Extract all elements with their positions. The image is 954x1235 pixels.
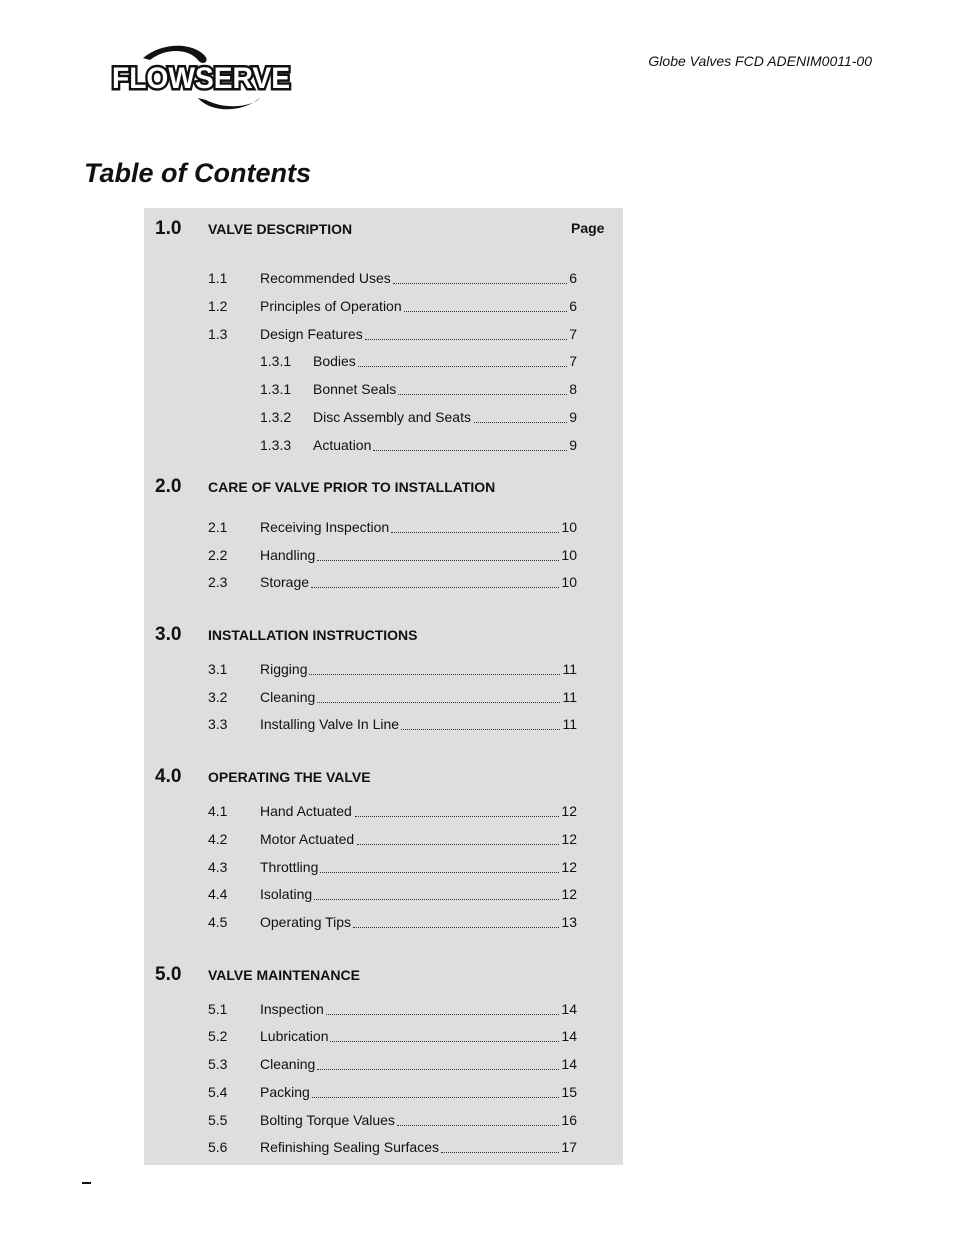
- toc-entry-page: 10: [561, 547, 577, 563]
- toc-entry-number: 5.5: [208, 1112, 228, 1128]
- dot-leader: [358, 352, 567, 367]
- toc-entry[interactable]: [0, 830, 954, 848]
- toc-entry[interactable]: [0, 885, 954, 903]
- toc-entry-number: 3.3: [208, 716, 228, 732]
- dot-leader: [391, 518, 559, 533]
- section-title: CARE OF VALVE PRIOR TO INSTALLATION: [208, 479, 496, 495]
- toc-entry[interactable]: [0, 1027, 954, 1045]
- toc-entry-label: Cleaning: [260, 1056, 316, 1072]
- toc-entry-number: 1.3.1: [260, 381, 292, 397]
- dot-leader: [317, 688, 560, 703]
- toc-entry-page: 10: [561, 574, 577, 590]
- toc-entry-label: Hand Actuated: [260, 803, 352, 819]
- toc-entry-label: Cleaning: [260, 689, 316, 705]
- toc-entry-label: Bonnet Seals: [313, 381, 397, 397]
- toc-entry-page: 6: [569, 270, 577, 286]
- dot-leader: [309, 660, 560, 675]
- dot-leader: [373, 436, 567, 451]
- section-title: VALVE DESCRIPTION: [208, 221, 353, 237]
- toc-entry[interactable]: [0, 325, 954, 343]
- toc-entry[interactable]: [0, 802, 954, 820]
- toc-entry[interactable]: [0, 1000, 954, 1018]
- toc-entry-page: 16: [561, 1112, 577, 1128]
- dot-leader: [397, 1111, 559, 1126]
- toc-entry-page: 12: [561, 859, 577, 875]
- toc-entry-page: 14: [561, 1001, 577, 1017]
- toc-entry-label: Recommended Uses: [260, 270, 391, 286]
- toc-entry-number: 3.1: [208, 661, 228, 677]
- toc-entry[interactable]: [0, 573, 954, 591]
- toc-entry-page: 12: [561, 803, 577, 819]
- svg-text:FLOWSERVE: FLOWSERVE: [112, 62, 290, 95]
- dot-leader: [326, 1000, 560, 1015]
- toc-entry-label: Operating Tips: [260, 914, 352, 930]
- toc-entry-label: Packing: [260, 1084, 310, 1100]
- document-reference: Globe Valves FCD ADENIM0011-00: [648, 53, 872, 69]
- toc-entry-number: 2.3: [208, 574, 228, 590]
- toc-entry-number: 5.1: [208, 1001, 228, 1017]
- toc-entry[interactable]: [0, 913, 954, 931]
- toc-entry-number: 4.5: [208, 914, 228, 930]
- toc-entry-page: 12: [561, 831, 577, 847]
- toc-entry-page: 11: [562, 689, 577, 705]
- toc-entry-label: Installing Valve In Line: [260, 716, 400, 732]
- toc-entry[interactable]: [0, 546, 954, 564]
- toc-entry-page: 11: [562, 716, 577, 732]
- dot-leader: [353, 913, 559, 928]
- toc-entry-label: Handling: [260, 547, 316, 563]
- toc-entry-page: 6: [569, 298, 577, 314]
- toc-entry-number: 4.3: [208, 859, 228, 875]
- toc-entry[interactable]: [0, 436, 954, 454]
- toc-entry-number: 5.4: [208, 1084, 228, 1100]
- section-number: 2.0: [155, 476, 182, 497]
- toc-entry-label: Storage: [260, 574, 310, 590]
- toc-entry-number: 4.2: [208, 831, 228, 847]
- dot-leader: [398, 380, 567, 395]
- toc-entry[interactable]: [0, 1111, 954, 1129]
- toc-entry-page: 7: [569, 326, 577, 342]
- dot-leader: [312, 1083, 560, 1098]
- toc-entry-label: Inspection: [260, 1001, 324, 1017]
- dot-leader: [441, 1138, 559, 1153]
- footer-mark: [82, 1182, 91, 1184]
- toc-entry-number: 2.2: [208, 547, 228, 563]
- toc-entry-label: Principles of Operation: [260, 298, 402, 314]
- toc-entry-number: 1.3.1: [260, 353, 292, 369]
- toc-entry-page: 11: [562, 661, 577, 677]
- toc-page-column-label: Page: [571, 220, 605, 236]
- dot-leader: [393, 269, 567, 284]
- toc-entry-label: Isolating: [260, 886, 313, 902]
- toc-entry-label: Actuation: [313, 437, 372, 453]
- toc-entry-label: Refinishing Sealing Surfaces: [260, 1139, 439, 1155]
- toc-entry-label: Receiving Inspection: [260, 519, 390, 535]
- toc-entry-number: 5.6: [208, 1139, 228, 1155]
- toc-entry-page: 7: [569, 353, 577, 369]
- toc-entry-page: 10: [561, 519, 577, 535]
- toc-entry-number: 2.1: [208, 519, 228, 535]
- toc-entry-page: 9: [569, 437, 577, 453]
- toc-entry-page: 14: [561, 1056, 577, 1072]
- toc-entry-number: 1.1: [208, 270, 228, 286]
- page-title: Table of Contents: [84, 158, 311, 188]
- toc-entry[interactable]: [0, 269, 954, 287]
- toc-entry-page: 14: [561, 1028, 577, 1044]
- toc-entry[interactable]: [0, 688, 954, 706]
- toc-entry-label: Motor Actuated: [260, 831, 355, 847]
- toc-entry-page: 8: [569, 381, 577, 397]
- dot-leader: [317, 1055, 559, 1070]
- section-number: 4.0: [155, 766, 182, 787]
- dot-leader: [404, 297, 568, 312]
- toc-entry-page: 17: [561, 1139, 577, 1155]
- toc-entry-number: 5.2: [208, 1028, 228, 1044]
- toc-entry[interactable]: [0, 518, 954, 536]
- section-number: 1.0: [155, 218, 182, 239]
- toc-entry[interactable]: [0, 660, 954, 678]
- toc-entry-page: 15: [561, 1084, 577, 1100]
- toc-entry-label: Design Features: [260, 326, 363, 342]
- dot-leader: [320, 858, 559, 873]
- toc-entry-page: 13: [561, 914, 577, 930]
- toc-entry-number: 1.3.3: [260, 437, 292, 453]
- toc-entry[interactable]: [0, 1138, 954, 1156]
- toc-entry[interactable]: [0, 1055, 954, 1073]
- dot-leader: [357, 830, 559, 845]
- toc-entry-number: 4.1: [208, 803, 228, 819]
- toc-entry-number: 3.2: [208, 689, 228, 705]
- dot-leader: [317, 546, 559, 561]
- toc-entry-label: Bodies: [313, 353, 356, 369]
- toc-entry-page: 9: [569, 409, 577, 425]
- toc-entry-number: 1.3: [208, 326, 228, 342]
- toc-entry[interactable]: [0, 1083, 954, 1101]
- dot-leader: [311, 573, 559, 588]
- dot-leader: [365, 325, 567, 340]
- toc-entry-number: 1.2: [208, 298, 228, 314]
- toc-entry[interactable]: [0, 408, 954, 426]
- toc-entry[interactable]: [0, 352, 954, 370]
- dot-leader: [355, 802, 560, 817]
- toc-entry-number: 4.4: [208, 886, 228, 902]
- section-number: 5.0: [155, 964, 182, 985]
- toc-entry-label: Rigging: [260, 661, 308, 677]
- toc-entry[interactable]: [0, 380, 954, 398]
- section-title: VALVE MAINTENANCE: [208, 967, 360, 983]
- dot-leader: [330, 1027, 559, 1042]
- flowserve-logo: [110, 42, 295, 114]
- toc-entry-label: Throttling: [260, 859, 319, 875]
- section-number: 3.0: [155, 624, 182, 645]
- section-title: INSTALLATION INSTRUCTIONS: [208, 627, 418, 643]
- toc-entry-page: 12: [561, 886, 577, 902]
- dot-leader: [401, 715, 560, 730]
- toc-entry-label: Lubrication: [260, 1028, 329, 1044]
- toc-entry[interactable]: [0, 858, 954, 876]
- dot-leader: [314, 885, 559, 900]
- toc-entry-label: Disc Assembly and Seats: [313, 409, 471, 425]
- dot-leader: [474, 408, 567, 423]
- toc-entry-label: Bolting Torque Values: [260, 1112, 395, 1128]
- toc-entry-number: 1.3.2: [260, 409, 292, 425]
- toc-entry-number: 5.3: [208, 1056, 228, 1072]
- toc-entry[interactable]: [0, 715, 954, 733]
- toc-entry[interactable]: [0, 297, 954, 315]
- section-title: OPERATING THE VALVE: [208, 769, 371, 785]
